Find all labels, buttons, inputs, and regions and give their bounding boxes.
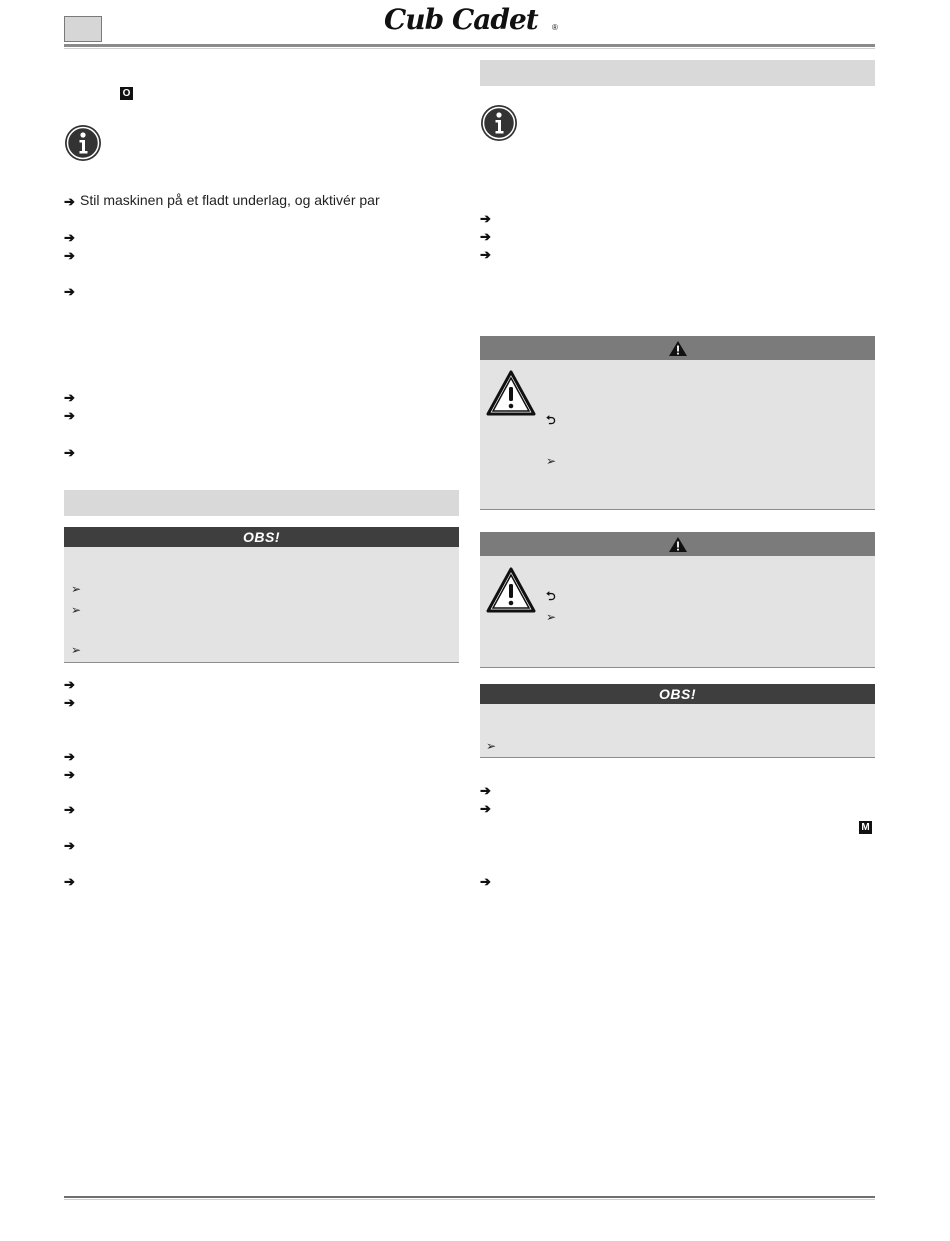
m-key-badge: M (859, 821, 872, 834)
warning-header (480, 336, 875, 360)
notice-title: OBS! (480, 684, 875, 704)
svg-text:®: ® (552, 23, 558, 32)
chevron-icon: ➢ (546, 610, 557, 624)
circle-arrow-icon: ⮌ (546, 589, 556, 603)
warning-header-icon (668, 536, 688, 553)
warning-box (480, 532, 875, 668)
header-rule-shadow (64, 48, 875, 49)
footer-rule (64, 1196, 875, 1198)
step-arrow-icon: ➔ (64, 248, 75, 263)
step-arrow-icon: ➔ (64, 695, 75, 710)
step-arrow-icon: ➔ (480, 229, 491, 244)
warning-header-icon (668, 340, 688, 357)
step-arrow-icon: ➔ (480, 801, 491, 816)
section-heading-bar (480, 60, 875, 86)
step-arrow-icon: ➔ (480, 874, 491, 889)
step-arrow-icon: ➔ (480, 247, 491, 262)
step-arrow-icon: ➔ (64, 230, 75, 245)
step-intro-text: Stil maskinen på et fladt underlag, og aktivér par (80, 192, 380, 208)
chevron-icon: ➢ (71, 643, 82, 657)
info-icon (64, 124, 102, 162)
chevron-icon: ➢ (71, 603, 82, 617)
notice-box (64, 527, 459, 663)
warning-triangle-icon (486, 370, 536, 416)
info-icon (480, 104, 518, 142)
step-arrow-icon: ➔ (64, 284, 75, 299)
step-arrow-icon: ➔ (480, 211, 491, 226)
section-heading-bar (64, 490, 459, 516)
warning-triangle-icon (486, 567, 536, 613)
o-key-badge: O (120, 87, 133, 100)
chevron-icon: ➢ (546, 454, 557, 468)
step-arrow-icon: ➔ (64, 874, 75, 889)
step-arrow-icon: ➔ (64, 838, 75, 853)
step-arrow-icon: ➔ (64, 445, 75, 460)
step-arrow-icon: ➔ (64, 677, 75, 692)
step-arrow-icon: ➔ (480, 783, 491, 798)
header-rule (64, 44, 875, 47)
svg-text:Cub Cadet: Cub Cadet (384, 3, 538, 34)
step-arrow-icon: ➔ (64, 767, 75, 782)
step-arrow-icon: ➔ (64, 802, 75, 817)
notice-box (480, 684, 875, 758)
step-arrow-icon: ➔ (64, 194, 75, 209)
footer-rule-shadow (64, 1199, 875, 1200)
circle-arrow-icon: ⮌ (546, 413, 556, 427)
step-arrow-icon: ➔ (64, 749, 75, 764)
chevron-icon: ➢ (486, 739, 497, 753)
page-tab (64, 16, 102, 42)
warning-header (480, 532, 875, 556)
step-arrow-icon: ➔ (64, 408, 75, 423)
warning-box (480, 336, 875, 510)
cub-cadet-logo (384, 2, 559, 34)
step-arrow-icon: ➔ (64, 390, 75, 405)
notice-title: OBS! (64, 527, 459, 547)
chevron-icon: ➢ (71, 582, 82, 596)
